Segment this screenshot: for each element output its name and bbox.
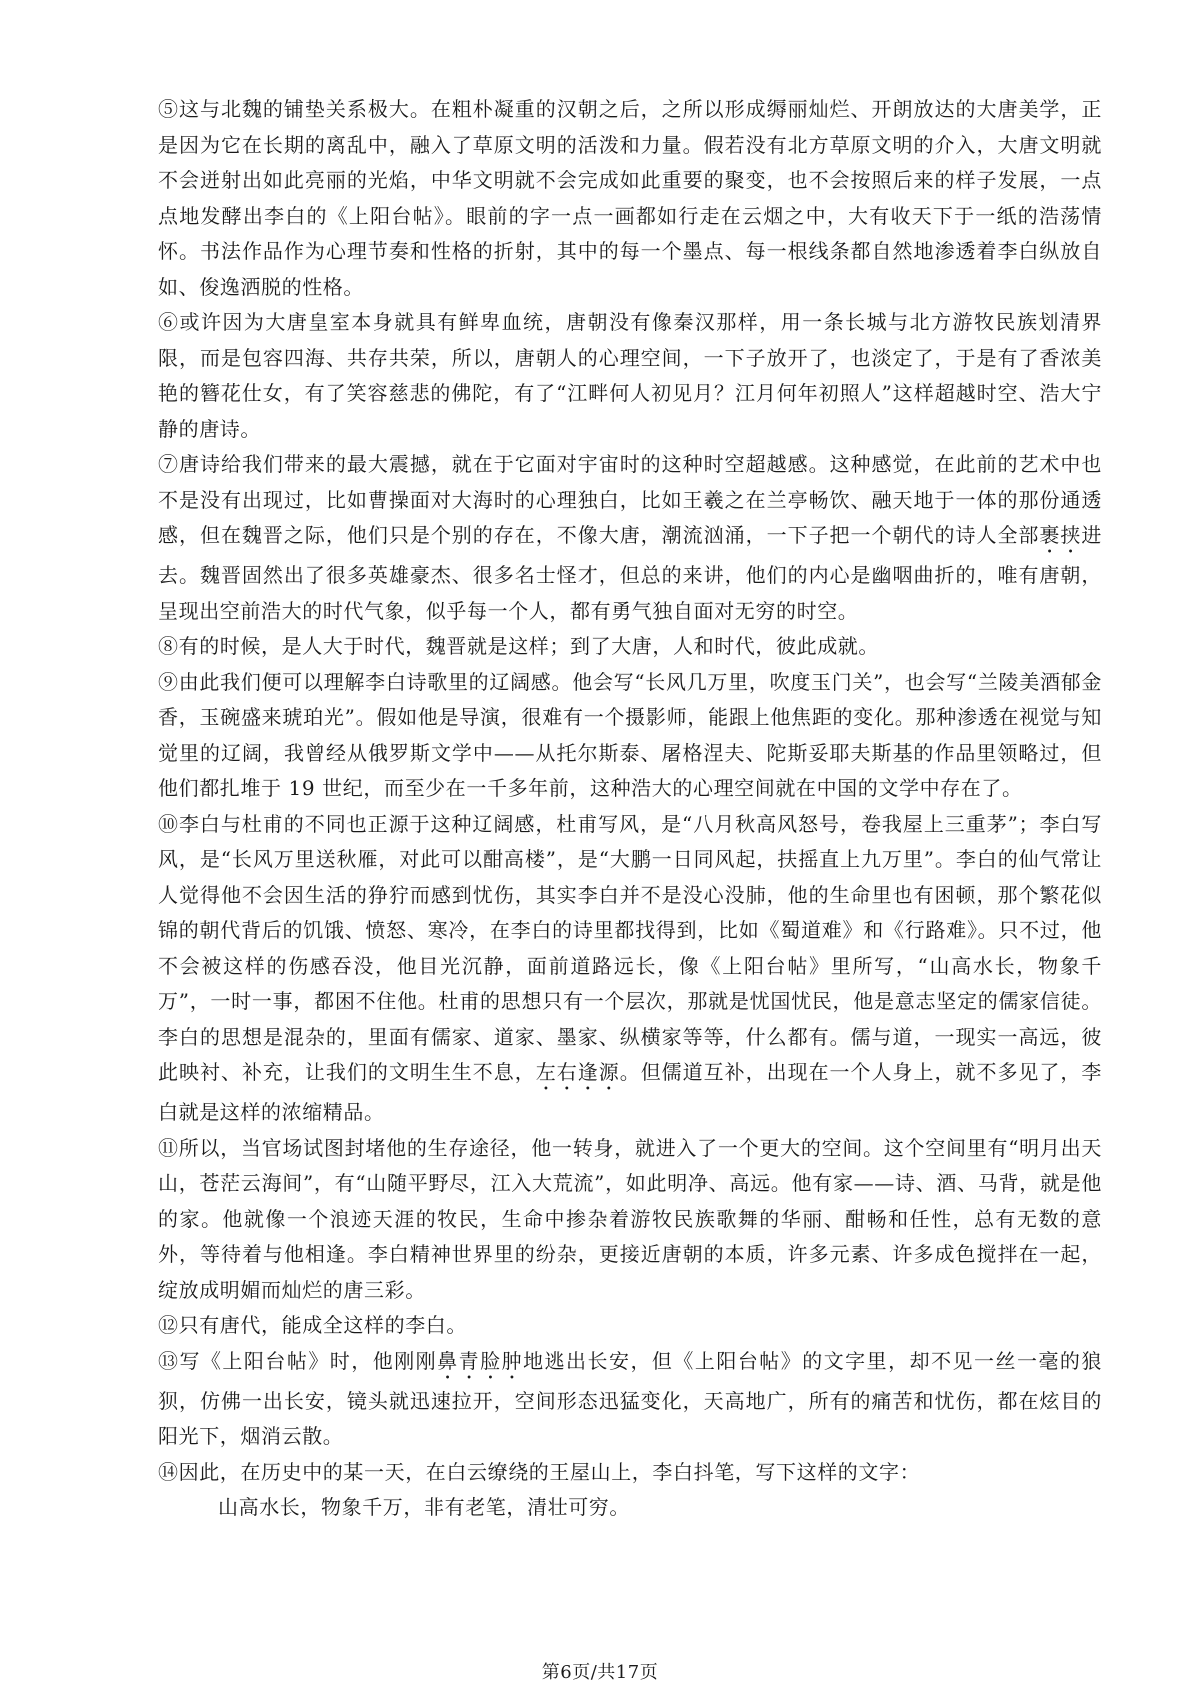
paragraph-13 [140,1344,1102,1455]
paragraph-6 [140,305,1102,447]
emphasized-word: 裹挟 [1039,523,1082,547]
paragraph-text [140,807,1102,1131]
page-number: 第6页/共17页 [541,1662,659,1683]
paragraph-text-before: ⑦唐诗给我们带来的最大震撼，就在于它面对宇宙时的这种时空超越感。这种感觉，在此前的艺术中也不是没有出现过，比如曹操面对大海时的心理独白，比如王羲之在兰亭畅饮、融天地于一体的那份通透感，但在魏晋之际，他们只是个别的存在，不像大唐，潮流汹涌，一下子把一个朝代的诗人全部 [158,452,1102,547]
article-body [140,92,1102,1526]
paragraph-text: ⑧有的时候，是人大于时代，魏晋就是这样；到了大唐，人和时代，彼此成就。 [158,634,879,658]
emphasized-word: 左右逢源 [535,1060,620,1084]
paragraph-14 [140,1455,1102,1491]
paragraph-text-after: 。但儒道互补，出现在一个人身上，就不多见了，李白就是这样的浓缩精品。 [158,1060,1102,1124]
paragraph-8 [140,629,1102,665]
paragraph-text [140,447,1102,629]
paragraph-10 [140,807,1102,1131]
paragraph-text: ⑫只有唐代，能成全这样的李白。 [158,1313,467,1337]
paragraph-text: ⑭因此，在历史中的某一天，在白云缭绕的王屋山上，李白抖笔，写下这样的文字： [158,1459,921,1484]
paragraph-9 [140,665,1102,807]
paragraph-text-after: 地逃出长安，但《上阳台帖》的文字里，却不见一丝一毫的狼狈，仿佛一出长安，镜头就迅速拉开，空间形态迅猛变化，天高地广，所有的痛苦和忧伤，都在炫目的阳光下，烟消云散。 [158,1348,1102,1448]
paragraph-text [140,1344,1102,1455]
paragraph-text: ⑤这与北魏的铺垫关系极大。在粗朴凝重的汉朝之后，之所以形成缛丽灿烂、开朗放达的大唐美学，正是因为它在长期的离乱中，融入了草原文明的活泼和力量。假若没有北方草原文明的介入，大唐文明就不会迸射出如此亮丽的光焰，中华文明就不会完成如此重要的聚变，也不会按照后来的样子发展，一点点地发酵出李白的《上阳台帖》。眼前的字一点一画都如行走在云烟之中，大有收天下于一纸的浩荡情怀。书法作品作为心理节奏和性格的折射，其中的每一个墨点、每一根线条都自然地渗透着李白纵放自如、俊逸洒脱的性格。 [158,97,1102,299]
paragraph-5 [140,92,1102,305]
paragraph-text: ⑥或许因为大唐皇室本身就具有鲜卑血统，唐朝没有像秦汉那样，用一条长城与北方游牧民族划清界限，而是包容四海、共存共荣，所以，唐朝人的心理空间，一下子放开了，也淡定了，于是有了香浓美艳的簪花仕女，有了笑容慈悲的佛陀，有了“江畔何人初见月？江月何年初照人”这样超越时空、浩大宁静的唐诗。 [158,310,1102,441]
paragraph-12 [140,1308,1102,1344]
paragraph-text-before: ⑬写《上阳台帖》时，他刚刚 [158,1348,438,1373]
paragraph-text: ⑨由此我们便可以理解李白诗歌里的辽阔感。他会写“长风几万里，吹度玉门关”，也会写“兰陵美酒郁金香，玉碗盛来琥珀光”。假如他是导演，很难有一个摄影师，能跟上他焦距的变化。那种渗透在视觉与知觉里的辽阔，我曾经从俄罗斯文学中——从托尔斯泰、屠格涅夫、陀斯妥耶夫斯基的作品里领略过，但他们都扎堆于 19 世纪，而至少在一千多年前，这种浩大的心理空间就在中国的文学中存在了。 [158,669,1102,800]
emphasized-word: 鼻青脸肿 [437,1348,524,1373]
paragraph-text-before: ⑩李白与杜甫的不同也正源于这种辽阔感，杜甫写风，是“八月秋高风怒号，卷我屋上三重茅”；李白写风，是“长风万里送秋雁，对此可以酣高楼”，是“大鹏一日同风起，扶摇直上九万里”。李白的仙气常让人觉得他不会因生活的狰狞而感到忧伤，其实李白并不是没心没肺，他的生命里也有困顿，那个繁花似锦的朝代背后的饥饿、愤怒、寒冷，在李白的诗里都找得到，比如《蜀道难》和《行路难》。只不过，他不会被这样的伤感吞没，他目光沉静，面前道路远长，像《上阳台帖》里所写，“山高水长，物象千万”，一时一事，都困不住他。杜甫的思想只有一个层次，那就是忧国忧民，他是意志坚定的儒家信徒。李白的思想是混杂的，里面有儒家、道家、墨家、纵横家等等，什么都有。儒与道，一现实一高远，彼此映衬、补充，让我们的文明生生不息， [158,811,1102,1084]
quoted-calligraphy-text: 山高水长，物象千万，非有老笔，清壮可穷。 [218,1495,630,1519]
paragraph-11 [140,1131,1102,1309]
paragraph-7 [140,447,1102,629]
paragraph-text: ⑪所以，当官场试图封堵他的生存途径，他一转身，就进入了一个更大的空间。这个空间里有“明月出天山，苍茫云海间”，有“山随平野尽，江入大荒流”，如此明净、高远。他有家——诗、酒、马背，就是他的家。他就像一个浪迹天涯的牧民，生命中掺杂着游牧民族歌舞的华丽、酣畅和任性，总有无数的意外，等待着与他相逢。李白精神世界里的纷杂，更接近唐朝的本质，许多元素、许多成色搅拌在一起，绽放成明媚而灿烂的唐三彩。 [158,1135,1102,1302]
paragraph-text-after: 进去。魏晋固然出了很多英雄豪杰、很多名士怪才，但总的来讲，他们的内心是幽咽曲折的，唯有唐朝，呈现出空前浩大的时代气象，似乎每一个人，都有勇气独自面对无穷的时空。 [158,523,1103,623]
